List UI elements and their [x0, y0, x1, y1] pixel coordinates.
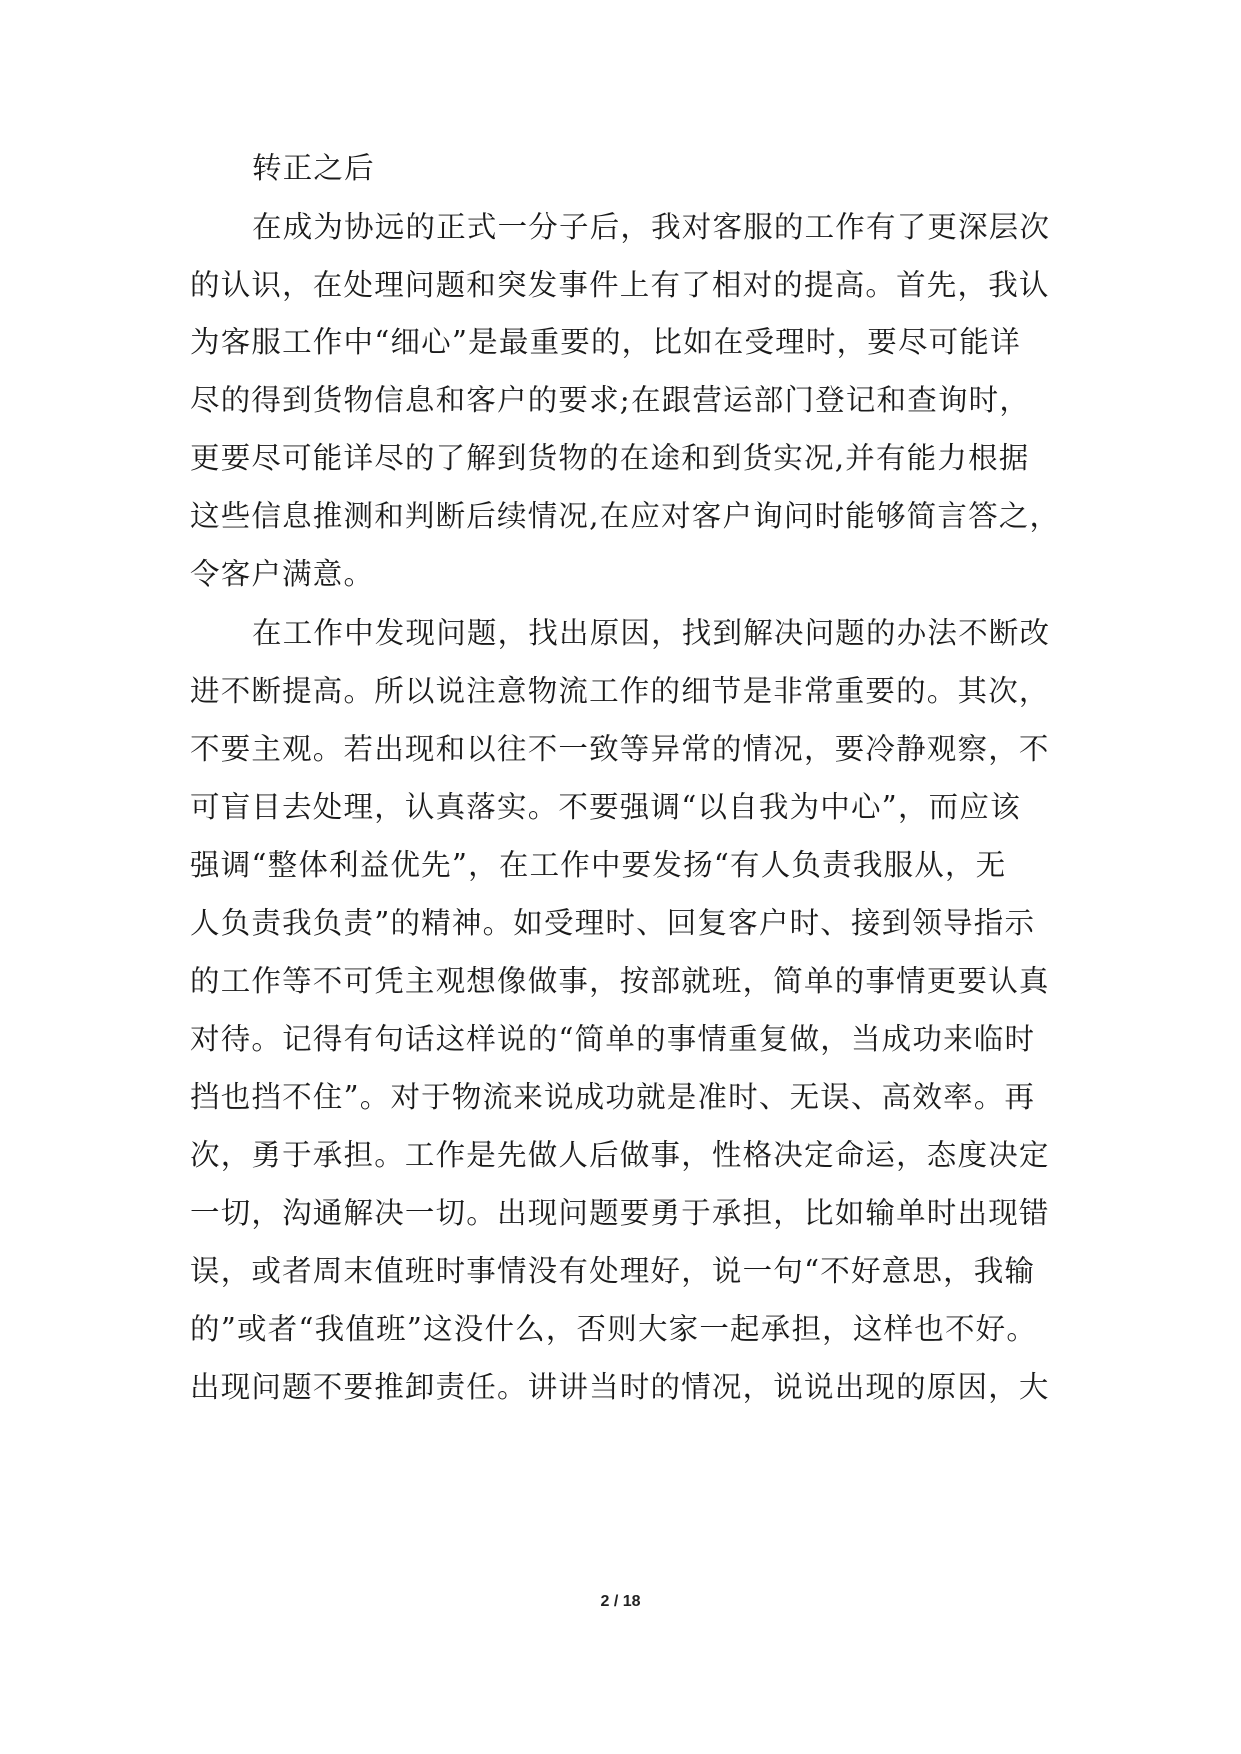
paragraph-line: 尽的得到货物信息和客户的要求;在跟营运部门登记和查询时，	[190, 383, 1031, 417]
paragraph-line: 这些信息推测和判断后续情况,在应对客户询问时能够简言答之，	[190, 499, 1061, 533]
paragraph-line: 对待。记得有句话这样说的“简单的事情重复做，当成功来临时	[190, 1022, 1036, 1056]
paragraph-line: 为客服工作中“细心”是最重要的，比如在受理时，要尽可能详	[190, 325, 1021, 359]
paragraph-line: 在成为协远的正式一分子后，我对客服的工作有了更深层次	[252, 210, 1051, 244]
paragraph-line: 的”或者“我值班”这没什么，否则大家一起承担，这样也不好。	[190, 1312, 1038, 1346]
paragraph-line: 人负责我负责”的精神。如受理时、回复客户时、接到领导指示	[190, 906, 1036, 940]
section-heading: 转正之后	[252, 151, 375, 185]
paragraph-line: 强调“整体利益优先”，在工作中要发扬“有人负责我服从，无	[190, 848, 1007, 882]
paragraph-line: 不要主观。若出现和以往不一致等异常的情况，要冷静观察，不	[190, 732, 1050, 766]
page-number: 2 / 18	[600, 1593, 641, 1610]
paragraph-line: 一切，沟通解决一切。出现问题要勇于承担，比如输单时出现错	[190, 1196, 1050, 1230]
paragraph-line: 可盲目去处理，认真落实。不要强调“以自我为中心”，而应该	[190, 790, 1021, 824]
paragraph-line: 在工作中发现问题，找出原因，找到解决问题的办法不断改	[252, 616, 1051, 650]
paragraph-line: 挡也挡不住”。对于物流来说成功就是准时、无误、高效率。再	[190, 1080, 1036, 1114]
paragraph-line: 令客户满意。	[190, 557, 375, 591]
paragraph-line: 次，勇于承担。工作是先做人后做事，性格决定命运，态度决定	[190, 1138, 1050, 1172]
paragraph-line: 出现问题不要推卸责任。讲讲当时的情况，说说出现的原因，大	[190, 1370, 1050, 1404]
paragraph-line: 的工作等不可凭主观想像做事，按部就班，简单的事情更要认真	[190, 964, 1050, 998]
paragraph-line: 的认识，在处理问题和突发事件上有了相对的提高。首先，我认	[190, 268, 1050, 302]
paragraph-line: 更要尽可能详尽的了解到货物的在途和到货实况,并有能力根据	[190, 441, 1030, 475]
paragraph-line: 误，或者周末值班时事情没有处理好，说一句“不好意思，我输	[190, 1254, 1036, 1288]
paragraph-line: 进不断提高。所以说注意物流工作的细节是非常重要的。其次，	[190, 674, 1050, 708]
